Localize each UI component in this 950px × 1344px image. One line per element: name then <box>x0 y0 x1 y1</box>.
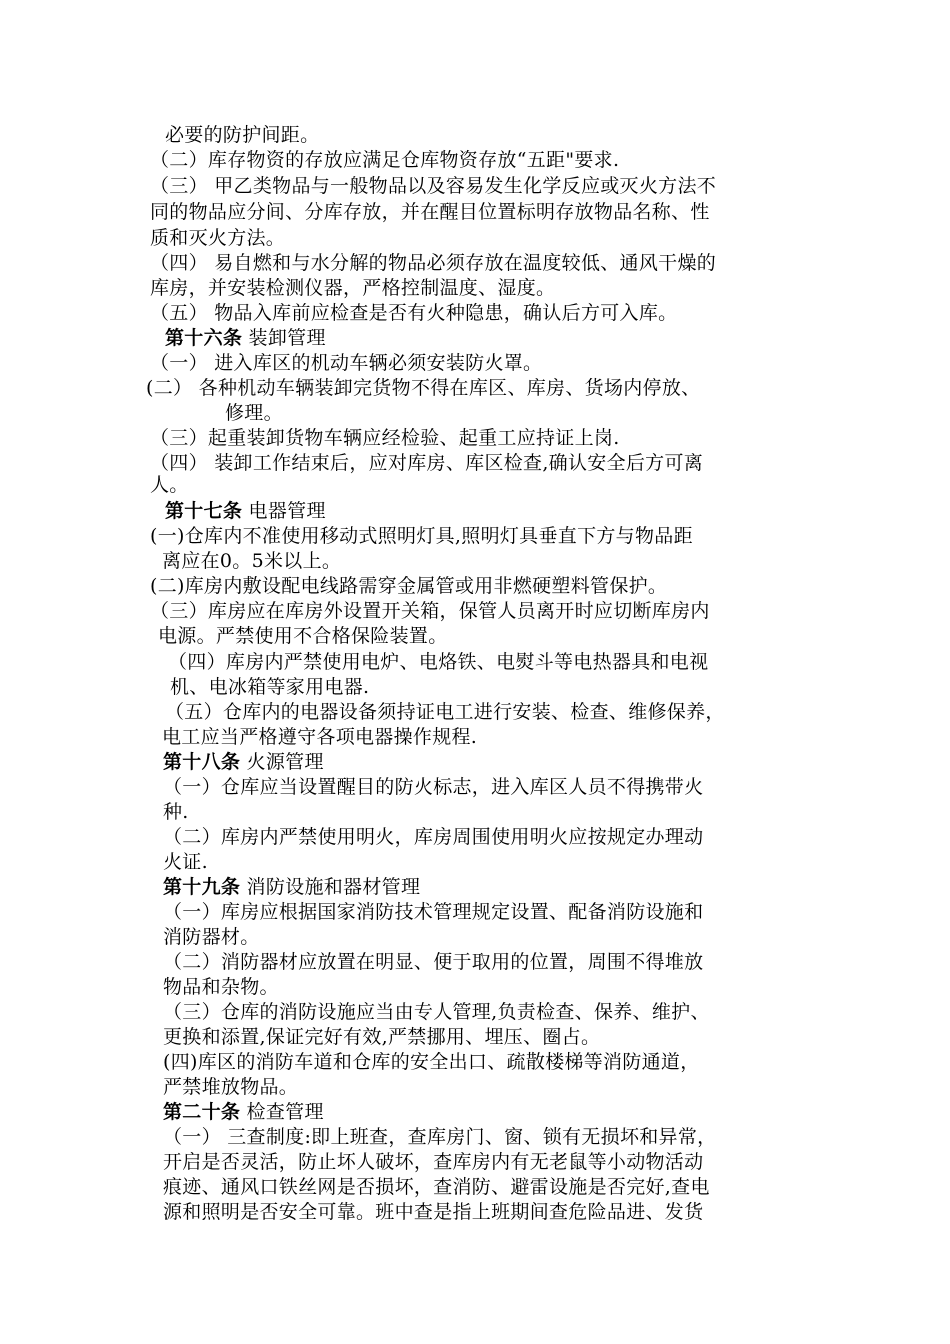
text-line: （二）库存物资的存放应满足仓库物资存放“五距"要求. <box>150 149 620 171</box>
text-line: （三）库房应在库房外设置开关箱，保管人员离开时应切断库房内 <box>150 600 710 622</box>
text-line: 离应在0。5米以上。 <box>162 550 342 572</box>
article-title: 装卸管理 <box>248 327 326 349</box>
text-line: （五） 物品入库前应检查是否有火种隐患，确认后方可入库。 <box>150 302 678 324</box>
text-line: （四） 装卸工作结束后，应对库房、库区检查,确认安全后方可离 <box>150 452 704 474</box>
text-line: (一)仓库内不准使用移动式照明灯具,照明灯具垂直下方与物品距 <box>150 525 693 547</box>
text-line: （三） 甲乙类物品与一般物品以及容易发生化学反应或灭火方法不 <box>150 175 717 197</box>
article-number: 第十六条 <box>165 327 243 349</box>
text-line: 火证. <box>163 851 208 873</box>
text-line: 修理。 <box>225 402 283 424</box>
text-line: 开启是否灵活，防止坏人破坏，查库房内有无老鼠等小动物活动 <box>163 1151 704 1173</box>
article-title: 消防设施和器材管理 <box>246 876 421 898</box>
article-title: 电器管理 <box>248 500 326 522</box>
text-line: （二）消防器材应放置在明显、便于取用的位置，周围不得堆放 <box>163 951 704 973</box>
article-16-heading <box>165 326 326 350</box>
text-line: （三）起重装卸货物车辆应经检验、起重工应持证上岗. <box>150 427 620 449</box>
text-line: 种. <box>163 801 189 823</box>
text-line: 机、电冰箱等家用电器. <box>170 676 370 698</box>
text-line: （一） 三查制度:即上班查，查库房门、窗、锁有无损坏和异常， <box>163 1126 717 1148</box>
text-line: （三）仓库的消防设施应当由专人管理,负责检查、保养、维护、 <box>163 1001 710 1023</box>
text-line: 库房，并安装检测仪器，严格控制温度、湿度。 <box>150 277 556 299</box>
text-line: （一）仓库应当设置醒目的防火标志，进入库区人员不得携带火 <box>163 776 704 798</box>
article-19-heading <box>163 875 420 899</box>
text-line: （一） 进入库区的机动车辆必须安装防火罩。 <box>150 352 543 374</box>
article-title: 火源管理 <box>246 751 324 773</box>
text-line: (二） 各种机动车辆装卸完货物不得在库区、库房、货场内停放、 <box>146 377 701 399</box>
text-line: (四)库区的消防车道和仓库的安全出口、疏散楼梯等消防通道， <box>163 1051 700 1073</box>
text-line: 质和灭火方法。 <box>150 227 286 249</box>
text-line: (二)库房内敷设配电线路需穿金属管或用非燃硬塑料管保护。 <box>150 575 668 597</box>
text-line: （二）库房内严禁使用明火，库房周围使用明火应按规定办理动 <box>163 826 704 848</box>
article-number: 第十七条 <box>165 500 243 522</box>
text-line: 人。 <box>150 474 189 496</box>
text-line: （五）仓库内的电器设备须持证电工进行安装、检查、维修保养， <box>165 701 725 723</box>
article-20-heading <box>163 1100 324 1124</box>
text-line: （一）库房应根据国家消防技术管理规定设置、配备消防设施和 <box>163 901 704 923</box>
article-17-heading <box>165 499 326 523</box>
text-line: （四） 易自燃和与水分解的物品必须存放在温度较低、通风干燥的 <box>150 252 717 274</box>
text-line: 同的物品应分间、分库存放，并在醒目位置标明存放物品名称、性 <box>150 201 710 223</box>
article-number: 第十八条 <box>163 751 241 773</box>
text-line: 必要的防护间距。 <box>165 124 320 146</box>
text-line: 消防器材。 <box>163 926 260 948</box>
text-line: 更换和添置,保证完好有效,严禁挪用、埋压、圈占。 <box>163 1026 601 1048</box>
text-line: 电源。严禁使用不合格保险装置。 <box>158 625 448 647</box>
text-line: 电工应当严格遵守各项电器操作规程. <box>162 726 478 748</box>
text-line: 物品和杂物。 <box>163 976 279 998</box>
text-line: 源和照明是否安全可靠。班中查是指上班期间查危险品进、发货 <box>163 1201 704 1223</box>
article-18-heading <box>163 750 324 774</box>
text-line: 严禁堆放物品。 <box>163 1076 299 1098</box>
article-number: 第十九条 <box>163 876 241 898</box>
text-line: （四）库房内严禁使用电炉、电烙铁、电熨斗等电热器具和电视 <box>168 651 709 673</box>
article-title: 检查管理 <box>246 1101 324 1123</box>
text-line: 痕迹、通风口铁丝网是否损坏，查消防、避雷设施是否完好,查电 <box>163 1176 710 1198</box>
article-number: 第二十条 <box>163 1101 241 1123</box>
